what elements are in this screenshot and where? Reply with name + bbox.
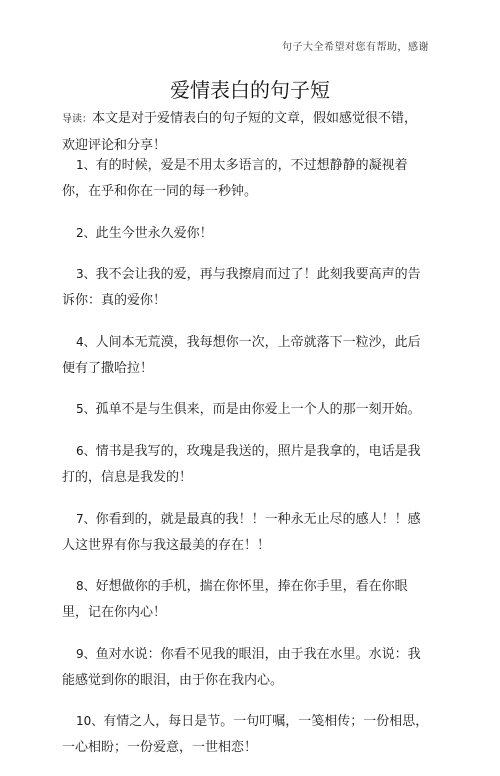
list-item	[62, 641, 432, 694]
item-text: 此生今世永久爱你！	[95, 225, 213, 241]
item-text: 情书是我写的，玫瑰是我送的，照片是我拿的，电话是我打的，信息是我发的！	[62, 443, 421, 485]
list-item	[62, 152, 432, 205]
header-note: 句子大全希望对您有帮助，感谢	[282, 42, 429, 53]
list-item	[62, 396, 432, 423]
page-title: 爱情表白的句子短	[170, 78, 330, 102]
item-text: 有的时候，爱是不用太多语言的，不过想静静的凝视着你，在乎和你在一同的每一秒钟。	[62, 158, 408, 199]
sentence-list	[62, 152, 432, 776]
intro-lead: 导读：	[62, 114, 92, 125]
item-text: 鱼对水说：你看不见我的眼泪，由于我在水里。水说：我能感觉到你的眼泪，由于你在我内心。	[62, 646, 421, 688]
item-number: 1、	[76, 158, 96, 172]
item-number: 9、	[76, 646, 96, 661]
item-number: 2、	[76, 225, 96, 240]
item-number: 7、	[76, 511, 96, 526]
intro-text: 本文是对于爱情表白的句子短的文章，假如感觉很不错，欢迎评论和分享！	[62, 111, 418, 153]
list-item	[62, 220, 432, 247]
item-number: 8、	[76, 579, 96, 594]
list-item	[62, 329, 432, 382]
item-number: 10、	[76, 714, 104, 729]
list-item	[62, 261, 432, 314]
item-number: 3、	[76, 267, 96, 282]
item-text: 有情之人，每日是节。一句叮嘱，一笺相传；一份相思，一心相盼；一份爱意，一世相恋！	[62, 714, 429, 756]
list-item	[62, 708, 432, 761]
item-text: 我不会让我的爱，再与我擦肩而过了！此刻我要高声的告诉你：真的爱你！	[62, 267, 421, 309]
list-item	[62, 506, 432, 559]
item-text: 人间本无荒漠，我每想你一次，上帝就落下一粒沙，此后便有了撒哈拉！	[62, 334, 421, 376]
item-text: 你看到的，就是最真的我！！一种永无止尽的感人！！感人这世界有你与我这最美的存在！！	[62, 511, 421, 553]
item-text: 孤单不是与生俱来，而是由你爱上一个人的那一刻开始。	[95, 402, 421, 418]
item-text: 好想做你的手机，揣在你怀里，捧在你手里，看在你眼里，记在你内心！	[62, 579, 408, 621]
list-item	[62, 438, 432, 491]
list-item	[62, 573, 432, 626]
item-number: 4、	[76, 334, 96, 349]
item-number: 6、	[76, 443, 96, 458]
item-number: 5、	[76, 402, 96, 417]
